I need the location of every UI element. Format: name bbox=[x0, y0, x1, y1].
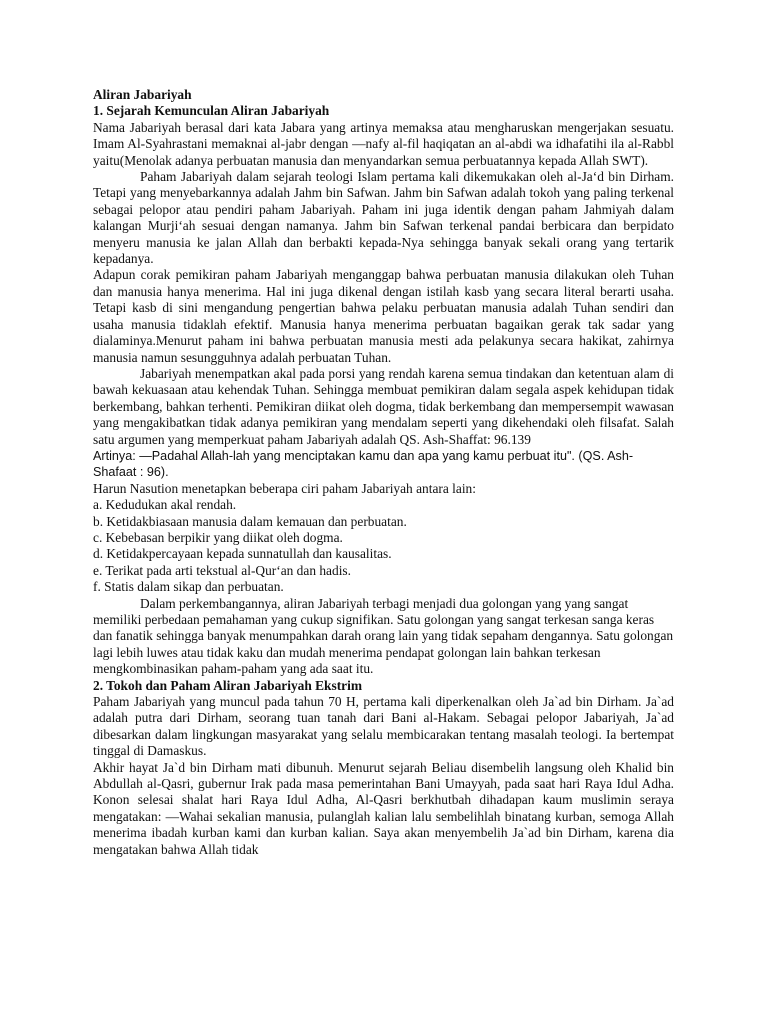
criteria-item: d. Ketidakpercayaan kepada sunnatullah dan kausalitas. bbox=[93, 546, 392, 562]
document-title: Aliran Jabariyah bbox=[93, 87, 192, 102]
criteria-item: b. Ketidakbiasaan manusia dalam kemauan dan perbuatan. bbox=[93, 513, 407, 529]
section-1-heading: 1. Sejarah Kemunculan Aliran Jabariyah bbox=[93, 103, 330, 119]
criteria-item: a. Kedudukan akal rendah. bbox=[93, 497, 237, 513]
section-1-paragraph-2: Paham Jabariyah dalam sejarah teologi Islam pertama kali dikemukakan oleh al-Ja‘d bin Dirham. Tetapi yang menyebarkannya adalah Jahm bin Safwan. Jahm bin Safwan adalah tokoh yang paling terkenal sebagai pelopor atau pendiri paham Jabariyah. Paham ini juga identik dengan paham Jahmiyah dalam kalangan Murji‘ah sesuai dengan namanya. Jahm bin Safwan terkenal pandai berbicara dan berpidato menyeru manusia ke jalan Allah dan berbakti kepada-Nya sehingga banyak sekali orang yang tertarik kepadanya. bbox=[93, 169, 674, 267]
section-2-paragraph-1: Paham Jabariyah yang muncul pada tahun 70 H, pertama kali diperkenalkan oleh Ja`ad bin Dirham. Ja`ad adalah putra dari Dirham, seorang tuan tanah dari Bani al-Hakam. Sebagai pelopor Jabariyah, Ja`ad dibesarkan dalam lingkungan masyarakat yang selalu membicarakan tentang masalah teologi. Ia bertempat tinggal di Damaskus. bbox=[93, 694, 674, 759]
criteria-intro: Harun Nasution menetapkan beberapa ciri paham Jabariyah antara lain: bbox=[93, 480, 476, 496]
section-2-heading: 2. Tokoh dan Paham Aliran Jabariyah Ekstrim bbox=[93, 677, 362, 693]
section-2-paragraph-2: Akhir hayat Ja`d bin Dirham mati dibunuh. Menurut sejarah Beliau disembelih langsung oleh Khalid bin Abdullah al-Qasri, gubernur Irak pada masa pemerintahan Bani Umayyah, pada saat hari Raya Idul Adha. Konon selesai shalat hari Raya Idul Adha, Al-Qasri berkhutbah dihadapan kaum muslimin seraya mengatakan: —Wahai sekalian manusia, pulanglah kalian lalu sembelihlah binatang kurban, semoga Allah menerima ibadah kurban kami dan kurban kalian. Saya akan menyembelih Ja`ad bin Dirham, karena dia mengatakan bahwa Allah tidak bbox=[93, 759, 674, 857]
criteria-item: f. Statis dalam sikap dan perbuatan. bbox=[93, 579, 284, 595]
section-1-paragraph-4: Jabariyah menempatkan akal pada porsi yang rendah karena semua tindakan dan ketentuan alam di bawah kekuasaan atau kehendak Tuhan. Sehingga membuat pemikiran dalam segala aspek kehidupan tidak berkembang, bahkan terhenti. Pemikiran diikat oleh dogma, tidak berkembang dan mempersempit wawasan yang mengakibatkan tidak adanya pemikiran yang mendalam seperti yang dikehendaki oleh filsafat. Salah satu argumen yang memperkuat paham Jabariyah adalah QS. Ash-Shaffat: 96.139 bbox=[93, 365, 674, 447]
verse-translation: Artinya: —Padahal Allah-lah yang menciptakan kamu dan apa yang kamu perbuat itu". (QS. Ash-Shafaat : 96). bbox=[93, 448, 634, 480]
criteria-item: c. Kebebasan berpikir yang diikat oleh dogma. bbox=[93, 529, 343, 545]
criteria-item: e. Terikat pada arti tekstual al-Qur‘an dan hadis. bbox=[93, 562, 351, 578]
section-1-paragraph-1: Nama Jabariyah berasal dari kata Jabara yang artinya memaksa atau mengharuskan mengerjakan sesuatu. Imam Al-Syahrastani memaknai al-jabr dengan —nafy al-fil haqiqatan an al-abdi wa idhafatihi ila al-Rabbl yaitu(Menolak adanya perbuatan manusia dan menyandarkan semua perbuatannya kepada Allah SWT). bbox=[93, 119, 674, 168]
criteria-list bbox=[93, 497, 674, 595]
section-1-closing-paragraph: Dalam perkembangannya, aliran Jabariyah terbagi menjadi dua golongan yang yang sangat memiliki perbedaan pemahaman yang cukup signifikan. Satu golongan yang sangat terkesan sanga keras dan fanatik sehingga banyak menumpahkan darah orang lain yang tidak sepaham dengannya. Satu golongan lagi lebih luwes atau tidak kaku dan mudah menerima pendapat golongan lain bahkan terkesan mengkombinasikan paham-paham yang ada saat itu. bbox=[93, 595, 674, 677]
section-1-paragraph-3: Adapun corak pemikiran paham Jabariyah menganggap bahwa perbuatan manusia dilakukan oleh Tuhan dan manusia hanya menerima. Hal ini juga dikenal dengan istilah kasb yang secara literal berarti usaha. Tetapi kasb di sini mengandung pengertian bahwa pelaku perbuatan manusia adalah Tuhan sendiri dan usaha manusia tidaklah efektif. Manusia hanya menerima perbuatan bagaikan gerak tak sadar yang dialaminya.Menurut paham ini bahwa perbuatan manusia mesti ada pelakunya secara hakikat, zahirnya manusia namun sesungguhnya adalah perbuatan Tuhan. bbox=[93, 267, 674, 365]
document-page bbox=[93, 87, 674, 858]
